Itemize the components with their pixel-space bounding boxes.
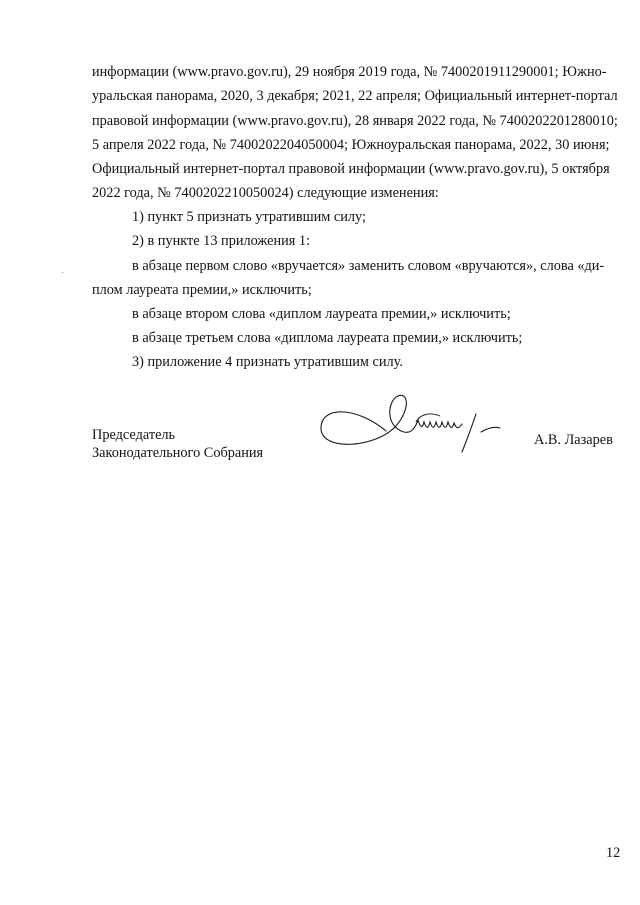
signatory-title	[92, 426, 263, 462]
list-item-1: 1) пункт 5 признать утратившим силу;	[132, 209, 366, 225]
body-line-5: Официальный интернет-портал правовой информации (www.pravo.gov.ru), 5 октября	[92, 161, 610, 177]
body-line-3: правовой информации (www.pravo.gov.ru), 28 января 2022 года, № 7400202201280010;	[92, 113, 618, 129]
sub-item-2: в абзаце втором слова «диплом лауреата премии,» исключить;	[132, 306, 511, 322]
handwritten-signature	[316, 386, 506, 466]
page-number: 12	[606, 845, 621, 861]
list-item-2: 2) в пункте 13 приложения 1:	[132, 233, 311, 249]
scan-dot	[62, 272, 63, 273]
list-item-3: 3) приложение 4 признать утратившим силу.	[132, 354, 403, 370]
sub-item-1-cont: плом лауреата премии,» исключить;	[92, 282, 312, 298]
signatory-name: А.В. Лазарев	[534, 432, 613, 448]
sub-item-1: в абзаце первом слово «вручается» заменить словом «вручаются», слова «ди-	[132, 258, 605, 274]
body-line-2: уральская панорама, 2020, 3 декабря; 2021, 22 апреля; Официальный интернет-портал	[92, 88, 618, 104]
body-line-6: 2022 года, № 7400202210050024) следующие изменения:	[92, 185, 439, 201]
signatory-title-line-1: Председатель	[92, 427, 176, 443]
signatory-title-line-2: Законодательного Собрания	[92, 445, 264, 461]
body-line-1: информации (www.pravo.gov.ru), 29 ноября 2019 года, № 7400201911290001; Южно-	[92, 64, 607, 80]
body-line-4: 5 апреля 2022 года, № 7400202204050004; Южноуральская панорама, 2022, 30 июня;	[92, 137, 610, 153]
sub-item-3: в абзаце третьем слова «диплома лауреата премии,» исключить;	[132, 330, 523, 346]
